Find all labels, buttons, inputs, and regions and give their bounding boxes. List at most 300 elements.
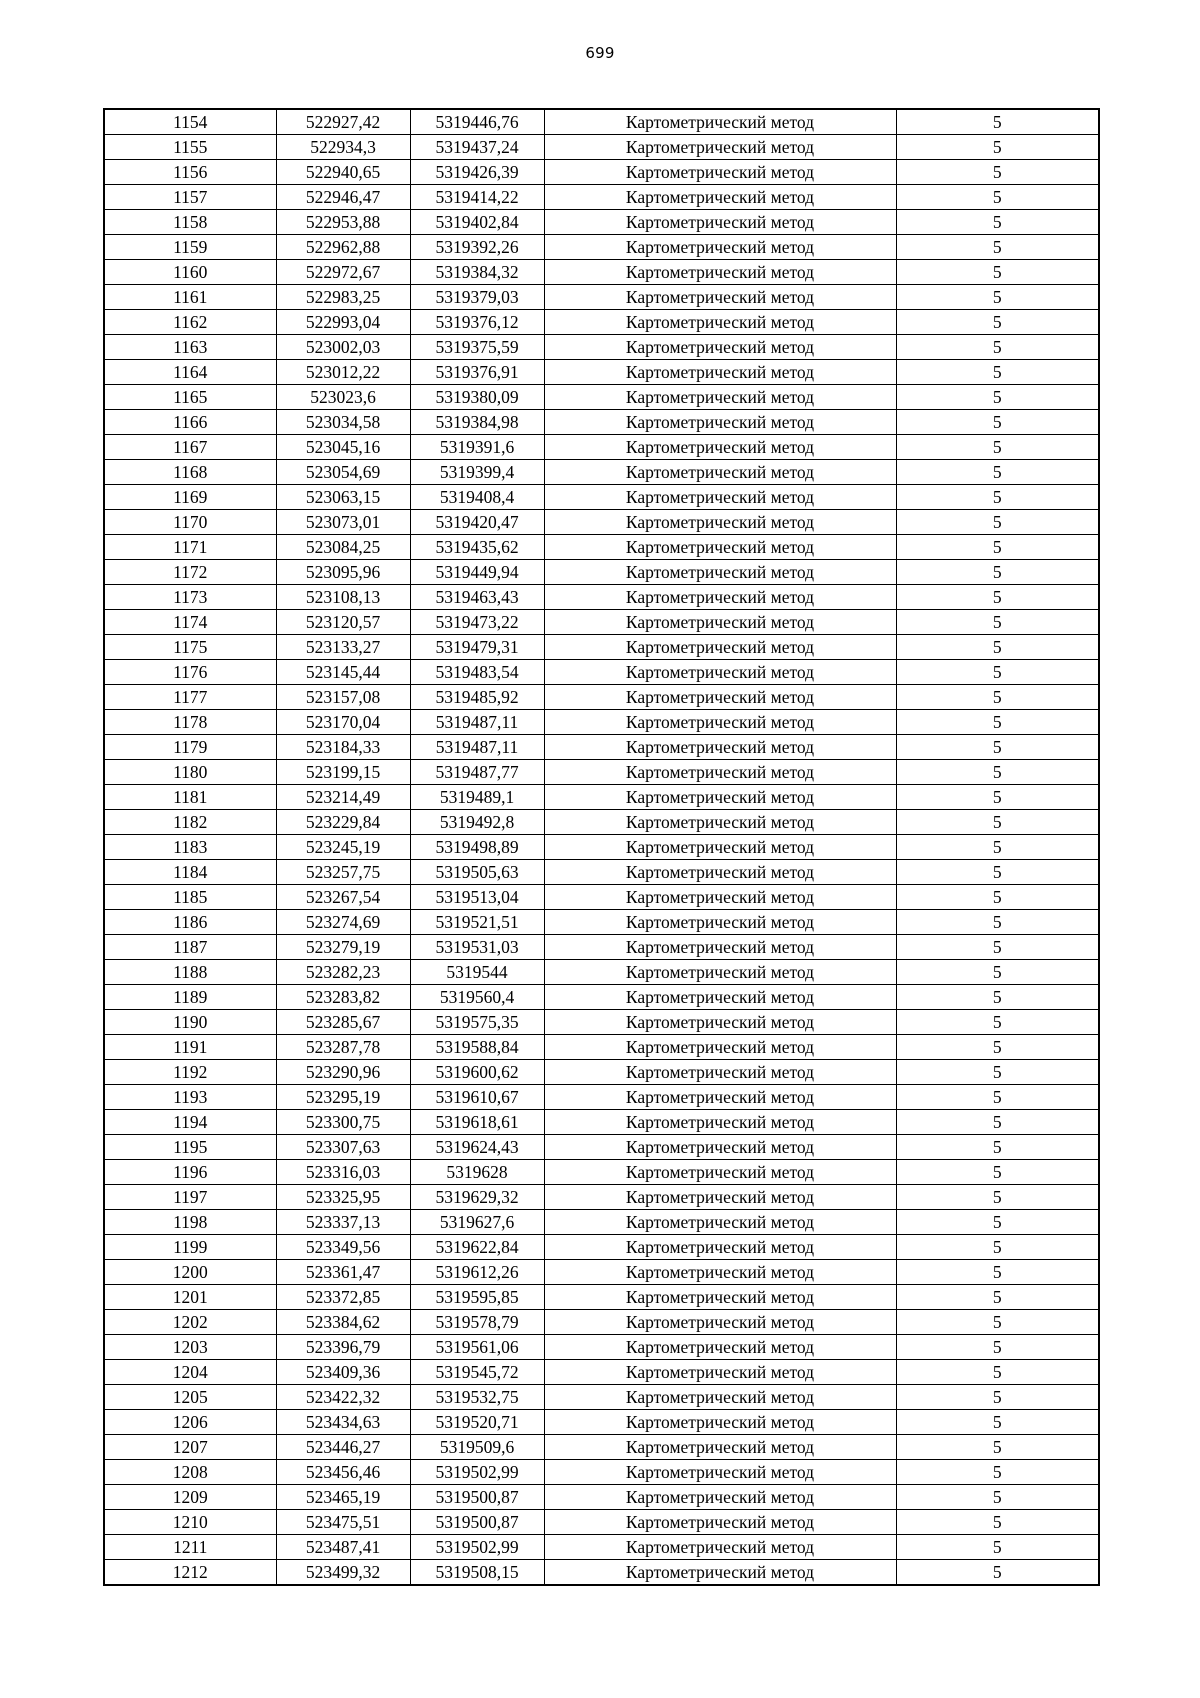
x-coordinate-cell: 522972,67: [276, 260, 410, 285]
y-coordinate-cell: 5319402,84: [410, 210, 544, 235]
x-coordinate-cell: 523283,82: [276, 985, 410, 1010]
point-number-cell: 1161: [104, 285, 276, 310]
x-coordinate-cell: 523434,63: [276, 1410, 410, 1435]
table-row: [104, 1510, 1099, 1535]
point-number-cell: 1171: [104, 535, 276, 560]
point-number-cell: 1186: [104, 910, 276, 935]
table-row: [104, 1560, 1099, 1586]
point-number-cell: 1163: [104, 335, 276, 360]
y-coordinate-cell: 5319561,06: [410, 1335, 544, 1360]
y-coordinate-cell: 5319610,67: [410, 1085, 544, 1110]
point-number-cell: 1181: [104, 785, 276, 810]
method-cell: Картометрический метод: [544, 1360, 896, 1385]
point-number-cell: 1205: [104, 1385, 276, 1410]
method-cell: Картометрический метод: [544, 160, 896, 185]
method-cell: Картометрический метод: [544, 660, 896, 685]
point-number-cell: 1168: [104, 460, 276, 485]
y-coordinate-cell: 5319379,03: [410, 285, 544, 310]
method-cell: Картометрический метод: [544, 109, 896, 135]
y-coordinate-cell: 5319628: [410, 1160, 544, 1185]
table-row: [104, 210, 1099, 235]
x-coordinate-cell: 523282,23: [276, 960, 410, 985]
accuracy-cell: 5: [896, 735, 1099, 760]
point-number-cell: 1199: [104, 1235, 276, 1260]
table-row: [104, 1060, 1099, 1085]
x-coordinate-cell: 523095,96: [276, 560, 410, 585]
accuracy-cell: 5: [896, 1510, 1099, 1535]
table-row: [104, 360, 1099, 385]
accuracy-cell: 5: [896, 1035, 1099, 1060]
x-coordinate-cell: 523120,57: [276, 610, 410, 635]
method-cell: Картометрический метод: [544, 1560, 896, 1586]
table-row: [104, 109, 1099, 135]
table-row: [104, 1485, 1099, 1510]
table-row: [104, 1135, 1099, 1160]
accuracy-cell: 5: [896, 660, 1099, 685]
method-cell: Картометрический метод: [544, 560, 896, 585]
table-row: [104, 235, 1099, 260]
x-coordinate-cell: 523300,75: [276, 1110, 410, 1135]
table-row: [104, 410, 1099, 435]
accuracy-cell: 5: [896, 1410, 1099, 1435]
x-coordinate-cell: 523002,03: [276, 335, 410, 360]
y-coordinate-cell: 5319612,26: [410, 1260, 544, 1285]
y-coordinate-cell: 5319463,43: [410, 585, 544, 610]
point-number-cell: 1172: [104, 560, 276, 585]
y-coordinate-cell: 5319399,4: [410, 460, 544, 485]
y-coordinate-cell: 5319479,31: [410, 635, 544, 660]
x-coordinate-cell: 523170,04: [276, 710, 410, 735]
point-number-cell: 1198: [104, 1210, 276, 1235]
x-coordinate-cell: 523199,15: [276, 760, 410, 785]
method-cell: Картометрический метод: [544, 460, 896, 485]
accuracy-cell: 5: [896, 1310, 1099, 1335]
point-number-cell: 1182: [104, 810, 276, 835]
y-coordinate-cell: 5319502,99: [410, 1535, 544, 1560]
x-coordinate-cell: 522962,88: [276, 235, 410, 260]
table-row: [104, 385, 1099, 410]
y-coordinate-cell: 5319521,51: [410, 910, 544, 935]
x-coordinate-cell: 523422,32: [276, 1385, 410, 1410]
method-cell: Картометрический метод: [544, 810, 896, 835]
y-coordinate-cell: 5319578,79: [410, 1310, 544, 1335]
x-coordinate-cell: 523214,49: [276, 785, 410, 810]
y-coordinate-cell: 5319449,94: [410, 560, 544, 585]
y-coordinate-cell: 5319483,54: [410, 660, 544, 685]
point-number-cell: 1160: [104, 260, 276, 285]
point-number-cell: 1158: [104, 210, 276, 235]
x-coordinate-cell: 523409,36: [276, 1360, 410, 1385]
y-coordinate-cell: 5319502,99: [410, 1460, 544, 1485]
y-coordinate-cell: 5319595,85: [410, 1285, 544, 1310]
accuracy-cell: 5: [896, 1460, 1099, 1485]
table-row: [104, 810, 1099, 835]
accuracy-cell: 5: [896, 435, 1099, 460]
point-number-cell: 1209: [104, 1485, 276, 1510]
method-cell: Картометрический метод: [544, 185, 896, 210]
method-cell: Картометрический метод: [544, 610, 896, 635]
method-cell: Картометрический метод: [544, 585, 896, 610]
method-cell: Картометрический метод: [544, 735, 896, 760]
y-coordinate-cell: 5319500,87: [410, 1485, 544, 1510]
accuracy-cell: 5: [896, 310, 1099, 335]
y-coordinate-cell: 5319600,62: [410, 1060, 544, 1085]
point-number-cell: 1194: [104, 1110, 276, 1135]
point-number-cell: 1208: [104, 1460, 276, 1485]
x-coordinate-cell: 523372,85: [276, 1285, 410, 1310]
accuracy-cell: 5: [896, 1360, 1099, 1385]
point-number-cell: 1177: [104, 685, 276, 710]
method-cell: Картометрический метод: [544, 135, 896, 160]
table-row: [104, 1210, 1099, 1235]
x-coordinate-cell: 523045,16: [276, 435, 410, 460]
accuracy-cell: 5: [896, 1010, 1099, 1035]
accuracy-cell: 5: [896, 1285, 1099, 1310]
table-row: [104, 160, 1099, 185]
accuracy-cell: 5: [896, 535, 1099, 560]
accuracy-cell: 5: [896, 1210, 1099, 1235]
y-coordinate-cell: 5319545,72: [410, 1360, 544, 1385]
point-number-cell: 1176: [104, 660, 276, 685]
y-coordinate-cell: 5319487,11: [410, 710, 544, 735]
method-cell: Картометрический метод: [544, 1210, 896, 1235]
x-coordinate-cell: 523361,47: [276, 1260, 410, 1285]
page-number: 699: [585, 44, 615, 62]
table-row: [104, 1035, 1099, 1060]
accuracy-cell: 5: [896, 260, 1099, 285]
accuracy-cell: 5: [896, 710, 1099, 735]
method-cell: Картометрический метод: [544, 1435, 896, 1460]
x-coordinate-cell: 523157,08: [276, 685, 410, 710]
point-number-cell: 1185: [104, 885, 276, 910]
table-row: [104, 310, 1099, 335]
accuracy-cell: 5: [896, 760, 1099, 785]
y-coordinate-cell: 5319414,22: [410, 185, 544, 210]
point-number-cell: 1162: [104, 310, 276, 335]
table-row: [104, 185, 1099, 210]
point-number-cell: 1170: [104, 510, 276, 535]
method-cell: Картометрический метод: [544, 960, 896, 985]
accuracy-cell: 5: [896, 560, 1099, 585]
y-coordinate-cell: 5319375,59: [410, 335, 544, 360]
point-number-cell: 1173: [104, 585, 276, 610]
table-row: [104, 285, 1099, 310]
method-cell: Картометрический метод: [544, 435, 896, 460]
y-coordinate-cell: 5319487,77: [410, 760, 544, 785]
table-row: [104, 560, 1099, 585]
point-number-cell: 1207: [104, 1435, 276, 1460]
table-row: [104, 1285, 1099, 1310]
x-coordinate-cell: 523475,51: [276, 1510, 410, 1535]
method-cell: Картометрический метод: [544, 360, 896, 385]
y-coordinate-cell: 5319380,09: [410, 385, 544, 410]
method-cell: Картометрический метод: [544, 1535, 896, 1560]
x-coordinate-cell: 522953,88: [276, 210, 410, 235]
table-row: [104, 1410, 1099, 1435]
y-coordinate-cell: 5319624,43: [410, 1135, 544, 1160]
table-row: [104, 535, 1099, 560]
accuracy-cell: 5: [896, 135, 1099, 160]
point-number-cell: 1154: [104, 109, 276, 135]
point-number-cell: 1202: [104, 1310, 276, 1335]
method-cell: Картометрический метод: [544, 635, 896, 660]
point-number-cell: 1212: [104, 1560, 276, 1586]
point-number-cell: 1180: [104, 760, 276, 785]
table-row: [104, 335, 1099, 360]
point-number-cell: 1155: [104, 135, 276, 160]
x-coordinate-cell: 523487,41: [276, 1535, 410, 1560]
accuracy-cell: 5: [896, 185, 1099, 210]
table-row: [104, 960, 1099, 985]
method-cell: Картометрический метод: [544, 1385, 896, 1410]
x-coordinate-cell: 523108,13: [276, 585, 410, 610]
x-coordinate-cell: 523295,19: [276, 1085, 410, 1110]
table-row: [104, 1185, 1099, 1210]
accuracy-cell: 5: [896, 810, 1099, 835]
method-cell: Картометрический метод: [544, 1285, 896, 1310]
table-row: [104, 785, 1099, 810]
table-row: [104, 635, 1099, 660]
point-number-cell: 1197: [104, 1185, 276, 1210]
accuracy-cell: 5: [896, 960, 1099, 985]
method-cell: Картометрический метод: [544, 910, 896, 935]
method-cell: Картометрический метод: [544, 1160, 896, 1185]
table-row: [104, 1335, 1099, 1360]
y-coordinate-cell: 5319391,6: [410, 435, 544, 460]
x-coordinate-cell: 523325,95: [276, 1185, 410, 1210]
accuracy-cell: 5: [896, 1110, 1099, 1135]
accuracy-cell: 5: [896, 1185, 1099, 1210]
y-coordinate-cell: 5319622,84: [410, 1235, 544, 1260]
table-row: [104, 135, 1099, 160]
table-row: [104, 985, 1099, 1010]
table-row: [104, 1160, 1099, 1185]
y-coordinate-cell: 5319588,84: [410, 1035, 544, 1060]
point-number-cell: 1196: [104, 1160, 276, 1185]
point-number-cell: 1193: [104, 1085, 276, 1110]
x-coordinate-cell: 523245,19: [276, 835, 410, 860]
y-coordinate-cell: 5319520,71: [410, 1410, 544, 1435]
x-coordinate-cell: 523054,69: [276, 460, 410, 485]
y-coordinate-cell: 5319532,75: [410, 1385, 544, 1410]
x-coordinate-cell: 523384,62: [276, 1310, 410, 1335]
accuracy-cell: 5: [896, 210, 1099, 235]
method-cell: Картометрический метод: [544, 385, 896, 410]
y-coordinate-cell: 5319384,32: [410, 260, 544, 285]
point-number-cell: 1188: [104, 960, 276, 985]
x-coordinate-cell: 522934,3: [276, 135, 410, 160]
accuracy-cell: 5: [896, 985, 1099, 1010]
y-coordinate-cell: 5319392,26: [410, 235, 544, 260]
x-coordinate-cell: 523267,54: [276, 885, 410, 910]
y-coordinate-cell: 5319376,12: [410, 310, 544, 335]
point-number-cell: 1204: [104, 1360, 276, 1385]
point-number-cell: 1211: [104, 1535, 276, 1560]
x-coordinate-cell: 522946,47: [276, 185, 410, 210]
table-row: [104, 485, 1099, 510]
accuracy-cell: 5: [896, 1085, 1099, 1110]
accuracy-cell: 5: [896, 885, 1099, 910]
x-coordinate-cell: 523229,84: [276, 810, 410, 835]
method-cell: Картометрический метод: [544, 1335, 896, 1360]
accuracy-cell: 5: [896, 860, 1099, 885]
method-cell: Картометрический метод: [544, 1310, 896, 1335]
method-cell: Картометрический метод: [544, 1010, 896, 1035]
table-row: [104, 610, 1099, 635]
accuracy-cell: 5: [896, 785, 1099, 810]
y-coordinate-cell: 5319500,87: [410, 1510, 544, 1535]
point-number-cell: 1195: [104, 1135, 276, 1160]
method-cell: Картометрический метод: [544, 1510, 896, 1535]
method-cell: Картометрический метод: [544, 310, 896, 335]
accuracy-cell: 5: [896, 1385, 1099, 1410]
x-coordinate-cell: 523456,46: [276, 1460, 410, 1485]
y-coordinate-cell: 5319513,04: [410, 885, 544, 910]
point-number-cell: 1174: [104, 610, 276, 635]
table-row: [104, 885, 1099, 910]
point-number-cell: 1157: [104, 185, 276, 210]
table-row: [104, 1360, 1099, 1385]
table-row: [104, 685, 1099, 710]
point-number-cell: 1184: [104, 860, 276, 885]
accuracy-cell: 5: [896, 1160, 1099, 1185]
method-cell: Картометрический метод: [544, 1135, 896, 1160]
point-number-cell: 1165: [104, 385, 276, 410]
y-coordinate-cell: 5319531,03: [410, 935, 544, 960]
accuracy-cell: 5: [896, 585, 1099, 610]
y-coordinate-cell: 5319498,89: [410, 835, 544, 860]
method-cell: Картометрический метод: [544, 510, 896, 535]
method-cell: Картометрический метод: [544, 485, 896, 510]
y-coordinate-cell: 5319629,32: [410, 1185, 544, 1210]
point-number-cell: 1167: [104, 435, 276, 460]
x-coordinate-cell: 523285,67: [276, 1010, 410, 1035]
point-number-cell: 1189: [104, 985, 276, 1010]
x-coordinate-cell: 523034,58: [276, 410, 410, 435]
x-coordinate-cell: 522940,65: [276, 160, 410, 185]
y-coordinate-cell: 5319489,1: [410, 785, 544, 810]
x-coordinate-cell: 523446,27: [276, 1435, 410, 1460]
table-row: [104, 1310, 1099, 1335]
point-number-cell: 1169: [104, 485, 276, 510]
table-row: [104, 1535, 1099, 1560]
y-coordinate-cell: 5319384,98: [410, 410, 544, 435]
method-cell: Картометрический метод: [544, 1260, 896, 1285]
point-number-cell: 1175: [104, 635, 276, 660]
table-row: [104, 460, 1099, 485]
method-cell: Картометрический метод: [544, 710, 896, 735]
y-coordinate-cell: 5319435,62: [410, 535, 544, 560]
x-coordinate-cell: 523084,25: [276, 535, 410, 560]
method-cell: Картометрический метод: [544, 1035, 896, 1060]
accuracy-cell: 5: [896, 1435, 1099, 1460]
point-number-cell: 1178: [104, 710, 276, 735]
x-coordinate-cell: 522983,25: [276, 285, 410, 310]
table-row: [104, 735, 1099, 760]
point-number-cell: 1156: [104, 160, 276, 185]
method-cell: Картометрический метод: [544, 535, 896, 560]
method-cell: Картометрический метод: [544, 760, 896, 785]
method-cell: Картометрический метод: [544, 685, 896, 710]
accuracy-cell: 5: [896, 1335, 1099, 1360]
y-coordinate-cell: 5319487,11: [410, 735, 544, 760]
y-coordinate-cell: 5319544: [410, 960, 544, 985]
accuracy-cell: 5: [896, 1560, 1099, 1586]
table-row: [104, 1235, 1099, 1260]
accuracy-cell: 5: [896, 160, 1099, 185]
table-row: [104, 910, 1099, 935]
accuracy-cell: 5: [896, 635, 1099, 660]
y-coordinate-cell: 5319485,92: [410, 685, 544, 710]
y-coordinate-cell: 5319509,6: [410, 1435, 544, 1460]
x-coordinate-cell: 523184,33: [276, 735, 410, 760]
table-row: [104, 585, 1099, 610]
point-number-cell: 1164: [104, 360, 276, 385]
table-row: [104, 710, 1099, 735]
point-number-cell: 1201: [104, 1285, 276, 1310]
accuracy-cell: 5: [896, 610, 1099, 635]
point-number-cell: 1183: [104, 835, 276, 860]
x-coordinate-cell: 523316,03: [276, 1160, 410, 1185]
table-row: [104, 935, 1099, 960]
y-coordinate-cell: 5319420,47: [410, 510, 544, 535]
table-body: [104, 109, 1099, 1585]
point-number-cell: 1200: [104, 1260, 276, 1285]
y-coordinate-cell: 5319437,24: [410, 135, 544, 160]
method-cell: Картометрический метод: [544, 1235, 896, 1260]
method-cell: Картометрический метод: [544, 335, 896, 360]
accuracy-cell: 5: [896, 835, 1099, 860]
method-cell: Картометрический метод: [544, 1085, 896, 1110]
table-row: [104, 1085, 1099, 1110]
table-row: [104, 1110, 1099, 1135]
point-number-cell: 1206: [104, 1410, 276, 1435]
x-coordinate-cell: 523257,75: [276, 860, 410, 885]
x-coordinate-cell: 523279,19: [276, 935, 410, 960]
table-row: [104, 760, 1099, 785]
x-coordinate-cell: 523012,22: [276, 360, 410, 385]
point-number-cell: 1203: [104, 1335, 276, 1360]
x-coordinate-cell: 523023,6: [276, 385, 410, 410]
method-cell: Картометрический метод: [544, 785, 896, 810]
method-cell: Картометрический метод: [544, 935, 896, 960]
y-coordinate-cell: 5319505,63: [410, 860, 544, 885]
coordinates-table: [103, 108, 1100, 1586]
x-coordinate-cell: 523396,79: [276, 1335, 410, 1360]
accuracy-cell: 5: [896, 910, 1099, 935]
y-coordinate-cell: 5319575,35: [410, 1010, 544, 1035]
y-coordinate-cell: 5319446,76: [410, 109, 544, 135]
method-cell: Картометрический метод: [544, 1460, 896, 1485]
method-cell: Картометрический метод: [544, 210, 896, 235]
x-coordinate-cell: 523499,32: [276, 1560, 410, 1586]
y-coordinate-cell: 5319376,91: [410, 360, 544, 385]
accuracy-cell: 5: [896, 360, 1099, 385]
table-row: [104, 1260, 1099, 1285]
table-row: [104, 1435, 1099, 1460]
point-number-cell: 1190: [104, 1010, 276, 1035]
method-cell: Картометрический метод: [544, 835, 896, 860]
point-number-cell: 1210: [104, 1510, 276, 1535]
accuracy-cell: 5: [896, 1485, 1099, 1510]
table-row: [104, 860, 1099, 885]
x-coordinate-cell: 523145,44: [276, 660, 410, 685]
point-number-cell: 1191: [104, 1035, 276, 1060]
table-row: [104, 510, 1099, 535]
y-coordinate-cell: 5319618,61: [410, 1110, 544, 1135]
y-coordinate-cell: 5319560,4: [410, 985, 544, 1010]
x-coordinate-cell: 523337,13: [276, 1210, 410, 1235]
